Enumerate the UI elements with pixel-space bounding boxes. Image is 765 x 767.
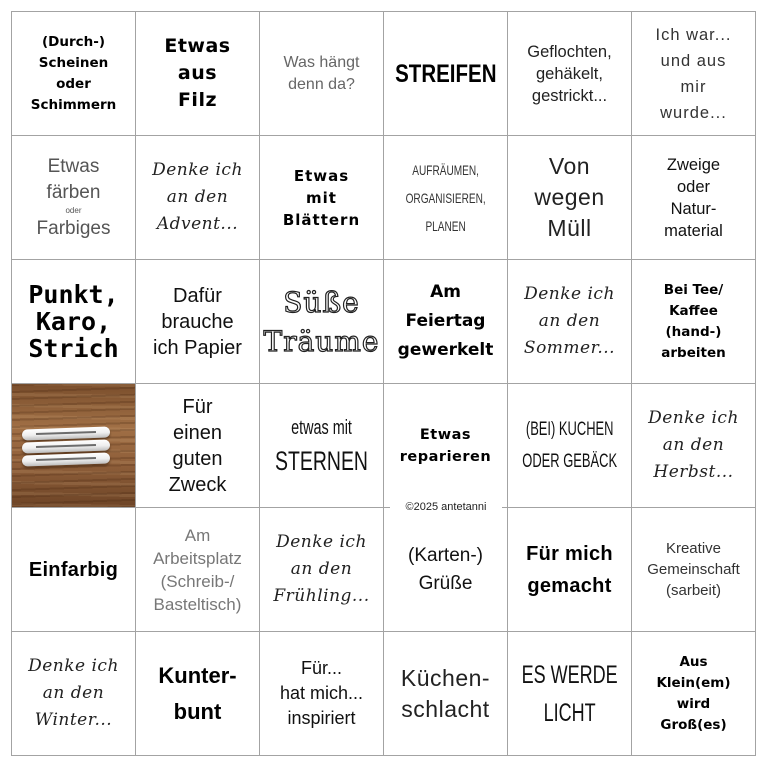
cell-text — [527, 41, 611, 107]
cell-text-line: Bei Tee/ — [663, 281, 724, 298]
cell-text-line: Klein(em) — [656, 674, 731, 691]
bingo-cell — [136, 632, 260, 756]
bingo-cell — [136, 384, 260, 508]
cell-text — [152, 157, 243, 238]
cell-text-line: wird — [676, 695, 711, 712]
cell-text-line: wurde... — [660, 103, 727, 122]
bingo-cell — [136, 136, 260, 260]
cell-text-line: denn da? — [288, 75, 355, 93]
cell-text-line: mit — [306, 188, 337, 207]
cell-text — [28, 653, 119, 734]
bingo-cell — [260, 508, 384, 632]
bingo-cell — [384, 136, 508, 260]
cell-text-line: Für — [182, 395, 213, 418]
cell-text — [169, 394, 227, 498]
cell-text — [164, 33, 230, 114]
cell-text-line: Kunter- — [158, 662, 237, 688]
cell-text-line: ODER GEBÄCK — [522, 450, 617, 472]
cell-text — [390, 156, 501, 240]
bingo-cell — [384, 508, 508, 632]
photo-cell — [12, 384, 136, 508]
bingo-cell — [632, 632, 756, 756]
cell-text — [661, 280, 725, 364]
bingo-cell — [260, 632, 384, 756]
cell-text-line: an den — [538, 311, 601, 331]
bingo-cell — [508, 384, 632, 508]
bingo-cell — [136, 260, 260, 384]
bingo-cell — [508, 632, 632, 756]
bingo-cell — [508, 260, 632, 384]
cell-text — [401, 663, 490, 725]
cell-text-line: an den — [42, 683, 105, 703]
cell-text-line: brauche — [161, 310, 234, 333]
cell-text — [400, 424, 491, 468]
cell-text-line: Für mich — [526, 542, 613, 565]
cell-text — [284, 52, 360, 96]
cell-text-line: an den — [662, 435, 725, 455]
cell-text — [526, 538, 613, 602]
bingo-cell — [384, 12, 508, 136]
cell-text-line: Etwas — [164, 35, 231, 57]
cell-text — [648, 405, 739, 486]
cell-text — [37, 154, 111, 242]
cell-text-line: oder — [65, 205, 82, 215]
cell-text-line: Arbeitsplatz — [153, 548, 242, 568]
bingo-cell — [260, 384, 384, 508]
cell-text-line: Gemeinschaft — [647, 561, 740, 578]
cell-text — [280, 656, 363, 731]
cell-text-line: Aus — [679, 653, 708, 670]
cell-text-line: Scheinen — [38, 54, 109, 71]
bingo-cell — [508, 136, 632, 260]
candle-print — [36, 444, 96, 448]
cell-text-line: Blättern — [282, 210, 361, 229]
cell-text-line: ES WERDE — [521, 660, 618, 689]
bingo-cell — [260, 136, 384, 260]
bingo-cell — [384, 632, 508, 756]
cell-text-line: Am — [430, 282, 461, 302]
cell-text-line: (Durch-) — [41, 33, 106, 50]
cell-text-line: mir — [680, 77, 707, 96]
cell-text-line: Kreative — [665, 540, 721, 557]
cell-text-line: Etwas — [293, 166, 350, 185]
bingo-cell — [136, 508, 260, 632]
cell-text-line: Feiertag — [405, 311, 486, 331]
cell-text — [31, 32, 117, 116]
cell-text — [655, 22, 731, 126]
cell-text-line: Denke ich — [648, 408, 739, 428]
cell-text — [153, 283, 242, 361]
cell-text-line: material — [664, 221, 723, 240]
cell-text — [260, 413, 384, 479]
cell-text-line: Am — [184, 525, 211, 545]
cell-text-line: Ich war... — [655, 25, 732, 44]
candle-print — [36, 431, 96, 435]
bingo-cell — [632, 12, 756, 136]
cell-text — [283, 165, 360, 231]
candle — [22, 439, 110, 453]
cell-text-line: Von — [548, 153, 591, 179]
cell-text-line: Sommer... — [523, 338, 616, 358]
cell-text-line: Punkt, — [28, 280, 119, 309]
cell-text-line: Denke ich — [28, 656, 119, 676]
cell-text-line: ich Papier — [153, 336, 242, 359]
cell-text-line: Grüße — [418, 572, 473, 594]
cell-text-line: hat mich... — [279, 683, 364, 703]
cell-text-line: Winter... — [34, 710, 113, 730]
cell-text — [264, 283, 380, 361]
cell-text-line: Zweige — [666, 155, 721, 174]
bingo-cell — [12, 508, 136, 632]
cell-text-line: Dafür — [173, 284, 222, 307]
cell-text-line: Zweck — [168, 473, 227, 496]
bingo-cell — [12, 136, 136, 260]
cell-text-line: PLANEN — [425, 217, 466, 234]
bingo-cell — [12, 260, 136, 384]
cell-text-line: Herbst... — [653, 462, 734, 482]
bingo-cell — [508, 508, 632, 632]
cell-text — [28, 281, 118, 362]
cell-text-line: Etwas — [47, 155, 100, 177]
cell-text — [656, 652, 730, 736]
cell-text-line: Farbiges — [36, 217, 111, 239]
cell-text-line: Kaffee — [669, 302, 718, 319]
cell-text-line: einen — [173, 421, 222, 444]
cell-text-line: Advent... — [156, 214, 239, 234]
bingo-cell — [12, 632, 136, 756]
cell-text-line: ORGANISIEREN, — [405, 189, 486, 206]
cell-text-line: Einfarbig — [28, 558, 119, 581]
cell-text-line: Groß(es) — [660, 716, 727, 733]
cell-text-line: färben — [46, 181, 101, 203]
cell-text-line: Frühling... — [273, 586, 370, 606]
cell-text-line: Etwas — [419, 426, 472, 443]
cell-text-line: Denke ich — [152, 160, 243, 180]
cell-text — [508, 414, 632, 478]
bingo-cell — [384, 384, 508, 508]
cell-text-line: und aus — [660, 51, 727, 70]
cell-text-line: gestrickt... — [531, 86, 608, 105]
cell-text-line: Karo, — [35, 307, 112, 336]
bingo-cell — [508, 12, 632, 136]
cell-text-line: (sarbeit) — [665, 582, 721, 599]
cell-text-line: an den — [166, 187, 229, 207]
cell-text-line: LICHT — [543, 698, 596, 727]
cell-text-line: bunt — [173, 698, 222, 724]
candle-print — [36, 457, 96, 461]
bingo-cell — [632, 384, 756, 508]
cell-text-line: gewerkelt — [397, 340, 494, 360]
cell-text-line: (hand-) — [665, 323, 722, 340]
cell-text-line: Küchen- — [400, 664, 491, 691]
cell-text — [664, 154, 723, 242]
cell-text-line: Träume — [263, 324, 380, 358]
cell-text-line: AUFRÄUMEN, — [412, 161, 479, 178]
cell-text-line: Für... — [300, 658, 342, 678]
cell-text-line: Denke ich — [276, 532, 367, 552]
cell-text-line: Strich — [28, 334, 119, 363]
bingo-cell — [384, 260, 508, 384]
cell-text — [273, 529, 369, 610]
cell-text-line: reparieren — [399, 448, 492, 465]
cell-text-line: schlacht — [401, 695, 490, 722]
cell-text-line: Natur- — [670, 199, 717, 218]
bingo-cell — [260, 260, 384, 384]
bingo-cell — [632, 508, 756, 632]
cell-text-line: oder — [676, 177, 711, 196]
bingo-grid — [11, 11, 756, 756]
candle — [22, 452, 110, 466]
cell-text-line: gehäkelt, — [536, 64, 603, 83]
cell-text — [524, 281, 615, 362]
cell-text-line: gemacht — [527, 574, 612, 597]
cell-text — [384, 59, 507, 89]
bingo-cell — [632, 260, 756, 384]
bingo-cell — [632, 136, 756, 260]
cell-text-line: STREIFEN — [394, 59, 497, 88]
cell-text-line: etwas mit — [291, 416, 352, 439]
bingo-cell — [136, 12, 260, 136]
cell-text — [508, 656, 632, 732]
cell-text-line: Was hängt — [283, 53, 360, 71]
candle — [22, 426, 110, 440]
cell-text-line: Basteltisch) — [153, 594, 242, 614]
copyright-notice: ©2025 antetanni — [390, 500, 502, 514]
cell-text — [158, 658, 236, 730]
cell-text-line: (Karten-) — [408, 544, 483, 566]
cell-text — [153, 524, 242, 616]
cell-text-line: aus — [177, 62, 218, 84]
cell-text-line: (BEI) KUCHEN — [525, 418, 614, 440]
cell-text — [534, 151, 604, 244]
cell-text-line: Geflochten, — [527, 42, 612, 61]
cell-text-line: Süße — [283, 285, 360, 319]
cell-text-line: Schimmern — [30, 96, 117, 113]
cell-text — [408, 542, 483, 598]
cell-text-line: wegen — [534, 184, 605, 210]
cell-text-line: guten — [172, 447, 223, 470]
cell-text-line: arbeiten — [661, 344, 726, 361]
cell-text-line: inspiriert — [287, 708, 356, 728]
bingo-cell — [260, 12, 384, 136]
cell-text — [647, 538, 740, 601]
cell-text-line: an den — [290, 559, 353, 579]
cell-text — [29, 554, 118, 586]
cell-text-line: oder — [56, 75, 91, 92]
cell-text-line: Filz — [177, 89, 218, 111]
cell-text-line: Denke ich — [524, 284, 615, 304]
bingo-cell — [12, 12, 136, 136]
cell-text-line: (Schreib-/ — [160, 571, 235, 591]
cell-text — [398, 278, 494, 365]
cell-text-line: STERNEN — [275, 445, 368, 476]
cell-text-line: Müll — [547, 215, 592, 241]
